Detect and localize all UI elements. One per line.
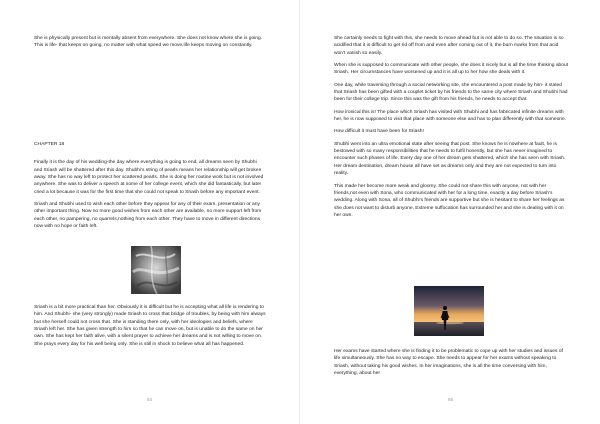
left-intro-text: [34, 35, 266, 55]
silhouette-at-sunset-photo: [414, 286, 484, 336]
paragraph: Sriash is a bit more practical than her. Obviously it is difficult but he is accepting what all life is rendering to him. And Shubhi- she (very strongly) made Sriash to cross that bridge of troubles, by being with him always but she herself could not cross that. She is standing there only, with her ideologies and beliefs, where Sriash left her. She has given strength to him so that he can move on, but is unable to do the same on her own. She has kept her faith alive, with a silent prayer to achieve her dreams and is not willing to move on. She prays every day for his well being only. She is still in shock to believe what all has happened.: [34, 305, 266, 347]
paragraph: When she is supposed to communicate with other people, she does it nicely but is all the time thinking about Sriash. Her circumstances have worsened up and it is all up to her how she deals with it.: [334, 63, 569, 76]
left-closing-text: [34, 304, 266, 353]
paragraph: She is physically present but is mentally absent from everywhere. She does not know where she is going. This is life- that keeps on going, no matter with what speed we move,life keeps moving on constantly.: [34, 36, 263, 49]
paragraph: One day, while traversing through a social networking site, she encountered a post made by him- it stated that Sriash has been gifted with a couplet ticket by his friends to the same city where Sriash and Shubhi had been for their college trip. Since this was the gift from his friends, he needs to accept that.: [334, 82, 568, 103]
left-page: [0, 0, 299, 424]
paragraph: Sriash and Shubhi used to wish each other before they appear for any of their exam, presentation or any other important thing. Now no more good wishes from each other are available, no more support left from each other, no pampering, no quarrels,nothing from each other. They have to move in different directions now with no hope or faith left.: [34, 202, 262, 230]
chapter-heading: CHAPTER 18: [34, 142, 65, 147]
right-body-text: [334, 35, 570, 224]
paragraph: Her exams have started where she is finding it to be problematic to cope up with her studies and issues of life simultaneously. She has no way to escape. She needs to appear for her exams without speaking to Sriash, without taking his good wishes. In her imaginations, she is all the time conversing with him, everything, about her: [334, 349, 563, 377]
paragraph: She certainly needs to fight with this, she needs to move ahead but is not able to do so. The situation is so acidified that it is difficult to get rid off from and even after coming out of it, the burn marks from that acid won't vanish so easily.: [334, 36, 564, 56]
paragraph: Finally it is the day of his wedding-the day where everything is going to end, all dreams seen by Shubhi and Sriash will be shattered after this day. Shubhi's string of pearls means her relationship will get broken away. She has no way left to protect her scattered pearls. She is doing her routine work but is not involved anywhere. She was to deliver a speech at some of her college event, which she did fantastically, but later cried a lot because it was for the first time that she could not speak to Sriash before any important event.: [34, 160, 264, 195]
paragraph: How difficult it must have been for Sriash!: [334, 129, 424, 135]
page-number: 65: [448, 397, 454, 402]
page-number: 64: [147, 397, 153, 402]
paragraph: This made her become more weak and gloomy. She could not share this with anyone, not with her friends,not even with Sona, who communicated with her for a long time, exactly a day before Sriash's wedding. Along with Sona, all of Shubhi's friends are supportive but she is hesitant to share her feelings as she does not want to disturb anyone. Extreme suffocation has surrounded her and she is dealing with it on her own.: [334, 183, 565, 218]
chapter-section: [34, 141, 266, 235]
paragraph: How ironical this is! The place which Sriash has visited with Shubhi and has fabricated infinite dreams with her, he is now supposed to visit that place with someone else and has to plan differently with that someone.: [334, 109, 567, 123]
right-page: [300, 0, 600, 424]
abstract-grey-texture-photo: [131, 246, 181, 294]
right-closing-text: [334, 348, 570, 382]
paragraph: Shubhi went into an ultra emotional state after seeing that post. She knows he is nowhere at fault, he is bestowed with so many responsibilities that he needs to fulfil honestly, but she has never imagined to encounter such phases of life. Every day one of her dream gets shattered, which she has seen with Sriash. Her dream destination, dream house all have set as dreams only and they are not expected to turn into reality.: [334, 141, 566, 177]
